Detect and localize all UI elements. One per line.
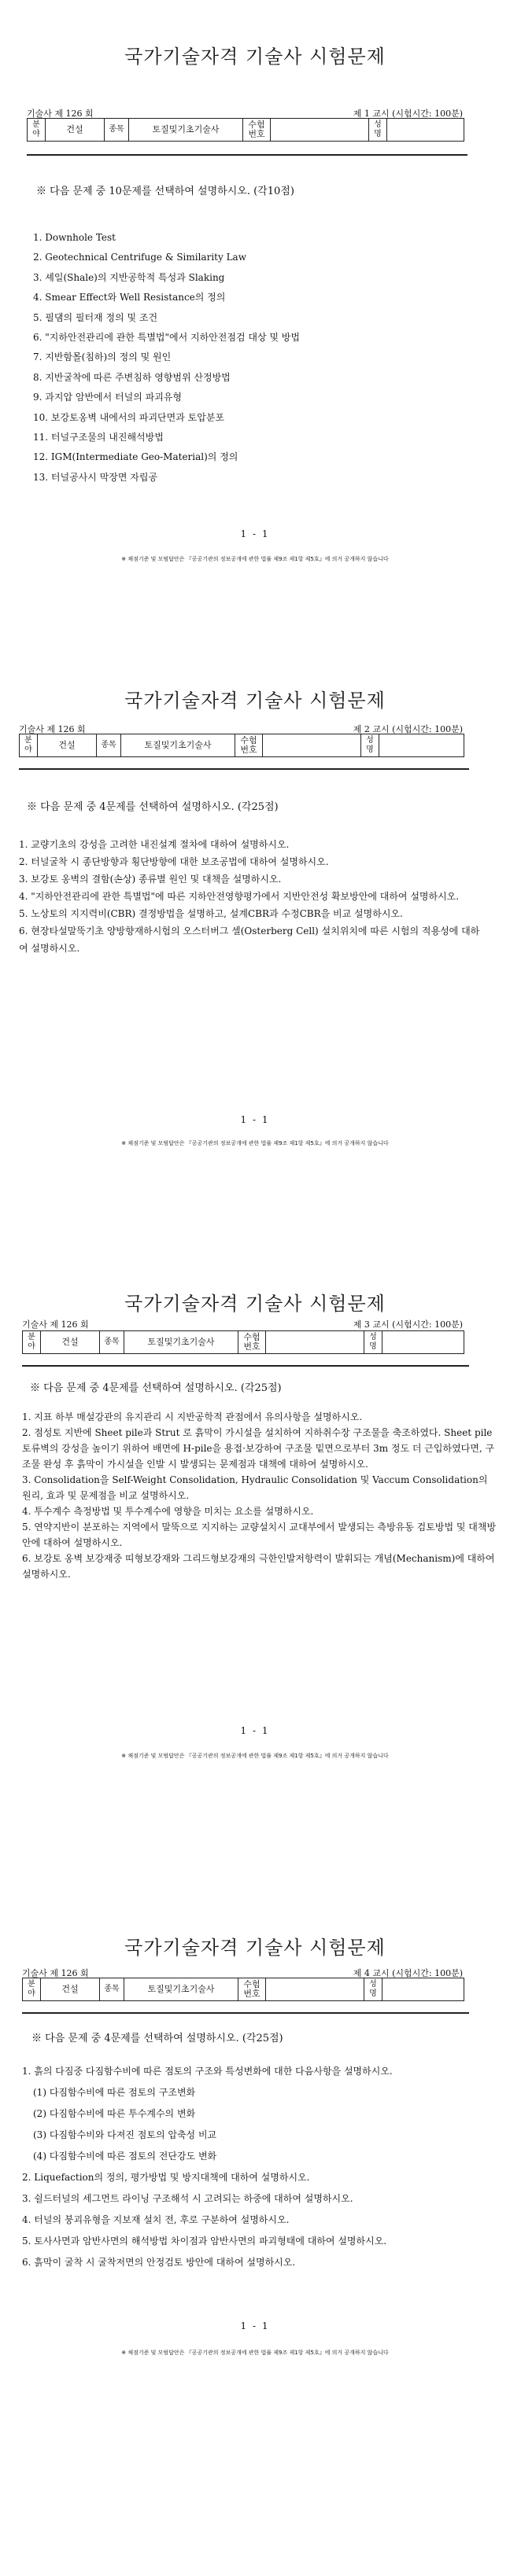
divider — [27, 154, 468, 156]
footer-note: ※ 채점기준 및 모범답안은 『공공기관의 정보공개에 관한 법률 제9조 제1항 제5호』에 의거 공개하지 않습니다 — [121, 556, 389, 562]
question-subitem: (2) 다짐함수비에 따른 투수계수의 변화 — [33, 2108, 196, 2119]
footer-note: ※ 채점기준 및 모범답안은 『공공기관의 정보공개에 관한 법률 제9조 제1항 제5호』에 의거 공개하지 않습니다 — [121, 2350, 389, 2356]
exam-page-2 — [0, 644, 510, 1288]
category-value: 토질및기초기술사 — [124, 1978, 238, 2001]
instruction: ※ 다음 문제 중 4문제를 선택하여 설명하시오. (각25점) — [27, 801, 279, 813]
name-value — [382, 1978, 464, 2001]
question-item: 1. Downhole Test — [33, 232, 116, 243]
question-item: 5. 노상토의 지지력비(CBR) 결정방법을 설명하고, 설계CBR과 수정CBR을 비교 설명하시오. — [19, 908, 403, 919]
question-item: 4. "지하안전관리에 관한 특별법"에 따른 지하안전영향평가에서 지반안전성 확보방안에 대하여 설명하시오. — [19, 891, 460, 902]
exam-info-table — [27, 118, 464, 142]
examno-label: 수험번호 — [238, 1978, 266, 2001]
footer-note: ※ 채점기준 및 모범답안은 『공공기관의 정보공개에 관한 법률 제9조 제1항 제5호』에 의거 공개하지 않습니다 — [121, 1140, 389, 1146]
examno-label: 수험번호 — [243, 119, 271, 142]
question-subitem: (1) 다짐함수비에 따른 점토의 구조변화 — [33, 2087, 196, 2098]
examno-value — [271, 119, 369, 142]
footer-note: ※ 채점기준 및 모범답안은 『공공기관의 정보공개에 관한 법률 제9조 제1항 제5호』에 의거 공개하지 않습니다 — [121, 1753, 389, 1759]
name-label: 성명 — [361, 734, 379, 757]
question-list — [22, 2061, 393, 2273]
exam-info-table — [22, 1330, 464, 1354]
question-item: 4. 투수계수 측정방법 및 투수계수에 영향을 미치는 요소를 설명하시오. — [22, 1506, 314, 1517]
question-list — [19, 836, 482, 957]
examno-value — [266, 1331, 364, 1354]
category-label: 종목 — [97, 734, 121, 757]
question-list — [33, 228, 300, 488]
question-item: 13. 터널공사시 막장면 자립공 — [33, 471, 158, 483]
category-value: 토질및기초기술사 — [129, 119, 243, 142]
question-subitem: (4) 다짐함수비에 따른 점토의 전단강도 변화 — [33, 2151, 217, 2162]
question-item: 5. 필댐의 필터재 정의 및 조건 — [33, 311, 158, 323]
question-item: 3. 셰일(Shale)의 지반공학적 특성과 Slaking — [33, 271, 225, 283]
examno-label: 수험번호 — [235, 734, 263, 757]
name-label: 성명 — [364, 1978, 382, 2001]
field-label: 분야 — [23, 1978, 41, 2001]
field-value: 건설 — [38, 734, 97, 757]
question-item: 1. 교량기초의 강성을 고려한 내진설계 절차에 대하여 설명하시오. — [19, 839, 290, 850]
question-item: 6. 보강토 옹벽 보강재중 띠형보강재와 그리드형보강재의 극한인발저항력이 발휘되는 개념(Mechanism)에 대하여 설명하시오. — [22, 1553, 495, 1580]
field-label: 분야 — [23, 1331, 41, 1354]
question-item: 6. "지하안전관리에 관한 특별법"에서 지하안전점검 대상 및 방법 — [33, 332, 300, 344]
instruction: ※ 다음 문제 중 10문제를 선택하여 설명하시오. (각10점) — [36, 186, 294, 197]
divider — [19, 768, 469, 770]
name-label: 성명 — [364, 1331, 382, 1354]
doc-title: 국가기술자격 기술사 시험문제 — [124, 1293, 386, 1315]
question-item: 1. 흙의 다짐중 다짐함수비에 따른 점토의 구조와 특성변화에 대한 다음사항을 설명하시오. — [22, 2066, 393, 2077]
question-item: 10. 보강토옹벽 내에서의 파괴단면과 토압분포 — [33, 411, 224, 423]
question-item: 3. 쉴드터널의 세그먼트 라이닝 구조해석 시 고려되는 하중에 대하여 설명하시오. — [22, 2193, 353, 2204]
category-label: 종목 — [105, 119, 129, 142]
exam-page-3 — [0, 1288, 510, 1932]
question-item: 2. Geotechnical Centrifuge & Similarity Law — [33, 252, 246, 263]
question-item: 4. Smear Effect와 Well Resistance의 정의 — [33, 292, 226, 304]
question-item: 4. 터널의 붕괴유형을 지보재 설치 전, 후로 구분하여 설명하시오. — [22, 2214, 290, 2225]
category-value: 토질및기초기술사 — [121, 734, 235, 757]
doc-title: 국가기술자격 기술사 시험문제 — [124, 1937, 386, 1959]
page-number: 1 - 1 — [240, 1725, 270, 1736]
field-value: 건설 — [41, 1331, 100, 1354]
name-value — [382, 1331, 464, 1354]
question-item: 5. 연약지반이 분포하는 지역에서 말뚝으로 지지하는 교량설치시 교대부에서 발생되는 측방유동 검토방법 및 대책방안에 대하여 설명하시오. — [22, 1522, 497, 1548]
question-item: 11. 터널구조물의 내진해석방법 — [33, 432, 164, 443]
field-label: 분야 — [28, 119, 46, 142]
exam-page-4 — [0, 1932, 510, 2576]
question-item: 3. Consolidation을 Self-Weight Consolidation, Hydraulic Consolidation 및 Vaccum Consolidation의 원리, 효과 및 문제점을 비교 설명하시오. — [22, 1474, 488, 1501]
session-info: 제 1 교시 (시험시간: 100분) — [353, 109, 463, 119]
divider — [22, 2012, 469, 2014]
examno-value — [266, 1978, 364, 2001]
doc-title: 국가기술자격 기술사 시험문제 — [124, 690, 386, 712]
instruction: ※ 다음 문제 중 4문제를 선택하여 설명하시오. (각25점) — [31, 2033, 283, 2044]
exam-round: 기술사 제 126 회 — [22, 1319, 89, 1330]
session-info: 제 4 교시 (시험시간: 100분) — [353, 1968, 463, 1978]
examno-value — [263, 734, 361, 757]
session-info: 제 3 교시 (시험시간: 100분) — [353, 1319, 463, 1330]
instruction: ※ 다음 문제 중 4문제를 선택하여 설명하시오. (각25점) — [30, 1382, 282, 1394]
exam-round: 기술사 제 126 회 — [19, 724, 86, 734]
category-label: 종목 — [100, 1331, 124, 1354]
question-item: 1. 지표 하부 매설강관의 유지관리 시 지반공학적 관점에서 유의사항을 설명하시오. — [22, 1411, 363, 1422]
examno-label: 수험번호 — [238, 1331, 266, 1354]
exam-info-table — [22, 1978, 464, 2001]
doc-title: 국가기술자격 기술사 시험문제 — [124, 46, 386, 68]
page-number: 1 - 1 — [240, 2320, 270, 2331]
page-number: 1 - 1 — [240, 528, 270, 539]
question-item: 12. IGM(Intermediate Geo-Material)의 정의 — [33, 451, 238, 463]
exam-round: 기술사 제 126 회 — [27, 109, 94, 119]
exam-info-table — [19, 734, 464, 757]
category-label: 종목 — [100, 1978, 124, 2001]
question-item: 3. 보강토 옹벽의 결함(손상) 종류별 원인 및 대책을 설명하시오. — [19, 874, 282, 885]
question-subitem: (3) 다짐함수비와 다져진 점토의 압축성 비교 — [33, 2129, 217, 2140]
question-item: 2. 점성토 지반에 Sheet pile과 Strut 로 흙막이 가시설을 설치하여 지하취수장 구조물을 축조하였다. Sheet pile 토류벽의 강성을 높이기 위하여 배면에 H-pile을 용접·보강하여 구조물 밑면으로부터 3m 정도 더 근입하였다면, 구조물 완성 후 흙막이 가시설을 인발 시 발생되는 문제점과 대책에 대하여 설명하시오. — [22, 1427, 495, 1470]
page-number: 1 - 1 — [240, 1114, 270, 1125]
question-item: 7. 지반함몰(침하)의 정의 및 원인 — [33, 351, 172, 363]
category-value: 토질및기초기술사 — [124, 1331, 238, 1354]
question-list — [22, 1409, 499, 1582]
question-item: 6. 현장타설말뚝기초 양방향재하시험의 오스터버그 셀(Osterberg Cell) 설치위치에 따른 시험의 적용성에 대하여 설명하시오. — [19, 926, 480, 954]
name-value — [387, 119, 464, 142]
exam-page-1 — [0, 0, 510, 644]
name-label: 성명 — [369, 119, 387, 142]
question-item: 9. 과지압 암반에서 터널의 파괴유형 — [33, 392, 182, 403]
field-value: 건설 — [41, 1978, 100, 2001]
question-item: 2. Liquefaction의 정의, 평가방법 및 방지대책에 대하여 설명하시오. — [22, 2172, 310, 2183]
divider — [22, 1365, 469, 1367]
field-value: 건설 — [46, 119, 105, 142]
exam-round: 기술사 제 126 회 — [22, 1968, 89, 1978]
session-info: 제 2 교시 (시험시간: 100분) — [353, 724, 463, 734]
question-item: 8. 지반굴착에 따른 주변침하 영향범위 산정방법 — [33, 371, 231, 383]
question-item: 6. 흙막이 굴착 시 굴착저면의 안정검토 방안에 대하여 설명하시오. — [22, 2257, 296, 2268]
field-label: 분야 — [20, 734, 38, 757]
name-value — [379, 734, 464, 757]
question-item: 5. 토사사면과 암반사면의 해석방법 차이점과 암반사면의 파괴형태에 대하여 설명하시오. — [22, 2236, 387, 2247]
question-item: 2. 터널굴착 시 종단방향과 횡단방향에 대한 보조공법에 대하여 설명하시오. — [19, 856, 329, 867]
